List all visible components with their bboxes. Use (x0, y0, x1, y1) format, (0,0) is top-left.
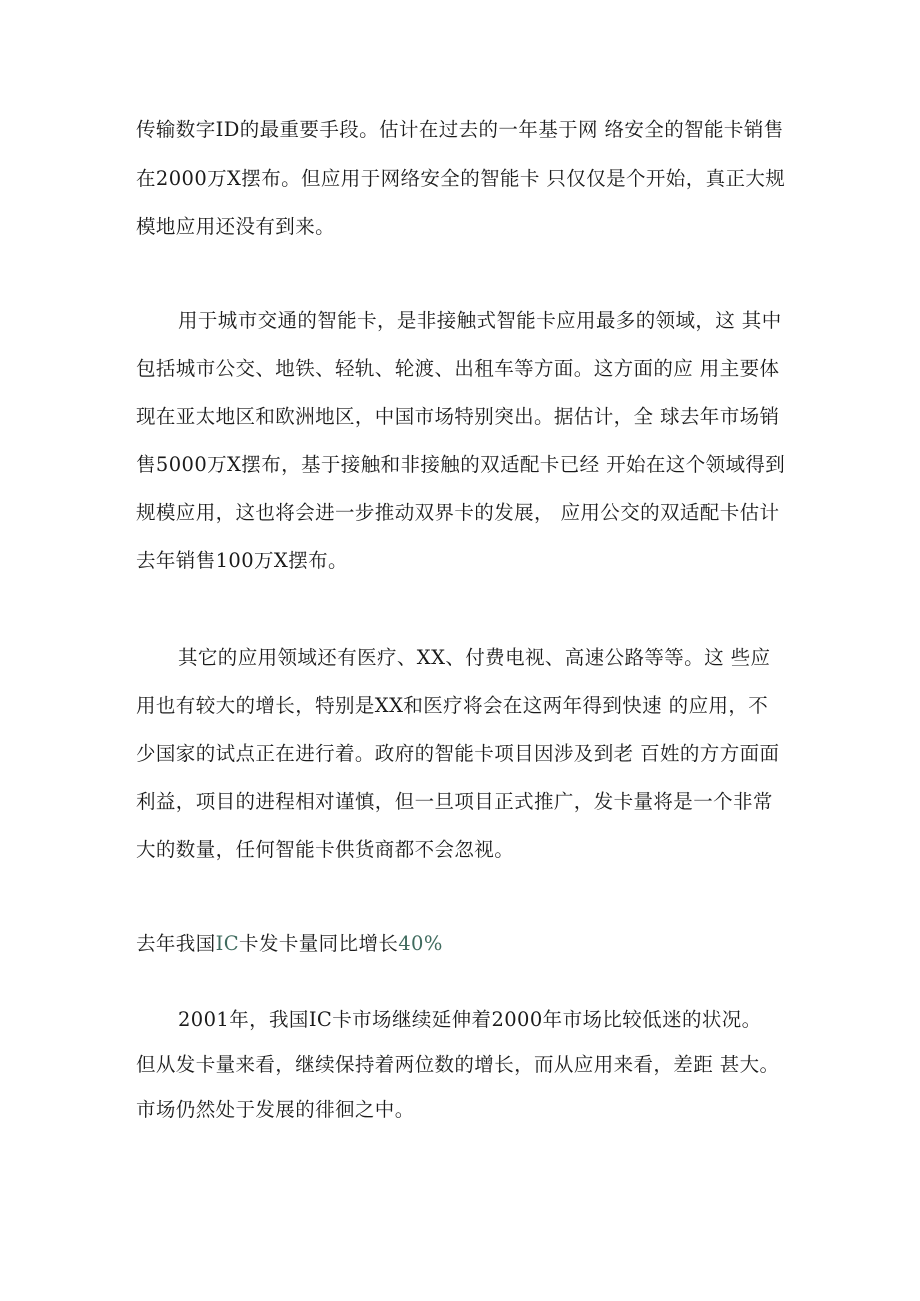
paragraph-1-line-3: 模地应用还没有到来。 (136, 215, 336, 238)
paragraph-2-line-5: 规模应用，这也将会进一步推动双界卡的发展， 应用公交的双适配卡估计 (136, 501, 780, 524)
section-heading (136, 932, 443, 956)
paragraph-3-line-2: 用也有较大的增长，特别是XX和医疗将会在这两年得到快速 的应用，不 (136, 694, 769, 717)
paragraph-3-line-1: 其它的应用领域还有医疗、XX、付费电视、高速公路等等。这 些应 (178, 646, 771, 669)
paragraph-4-line-2: 但从发卡量来看，继续保持着两位数的增长，而从应用来看，差距 甚大。 (136, 1053, 780, 1076)
heading-ic-highlight: IC (215, 932, 240, 955)
heading-percent-highlight: 40% (398, 932, 443, 955)
heading-part-3: 卡发卡量同比增长 (239, 932, 399, 955)
paragraph-2-line-2: 包括城市公交、地铁、轻轨、轮渡、出租车等方面。这方面的应 用主要体 (136, 357, 780, 380)
heading-part-1: 去年我国 (136, 932, 216, 955)
paragraph-4-line-1: 2001年，我国IC卡市场继续延伸着2000年市场比较低迷的状况。 (178, 1008, 762, 1031)
paragraph-2-line-1: 用于城市交通的智能卡，是非接触式智能卡应用最多的领域，这 其中 (178, 309, 782, 332)
paragraph-4-line-3: 市场仍然处于发展的徘徊之中。 (136, 1098, 415, 1121)
paragraph-3-line-5: 大的数量，任何智能卡供货商都不会忽视。 (136, 838, 515, 861)
paragraph-1-line-2: 在2000万X摆布。但应用于网络安全的智能卡 只仅仅是个开始，真正大规 (136, 167, 786, 190)
paragraph-2-line-6: 去年销售100万X摆布。 (136, 549, 348, 572)
paragraph-1-line-1: 传输数字ID的最重要手段。估计在过去的一年基于网 络安全的智能卡销售 (136, 118, 784, 141)
paragraph-3-line-3: 少国家的试点正在进行着。政府的智能卡项目因涉及到老 百姓的方方面面 (136, 742, 780, 765)
paragraph-3-line-4: 利益，项目的进程相对谨慎，但一旦项目正式推广，发卡量将是一个非常 (136, 790, 773, 813)
paragraph-2-line-3: 现在亚太地区和欧洲地区，中国市场特别突出。据估计，全 球去年市场销 (136, 405, 780, 428)
paragraph-2-line-4: 售5000万X摆布，基于接触和非接触的双适配卡已经 开始在这个领域得到 (136, 453, 786, 476)
